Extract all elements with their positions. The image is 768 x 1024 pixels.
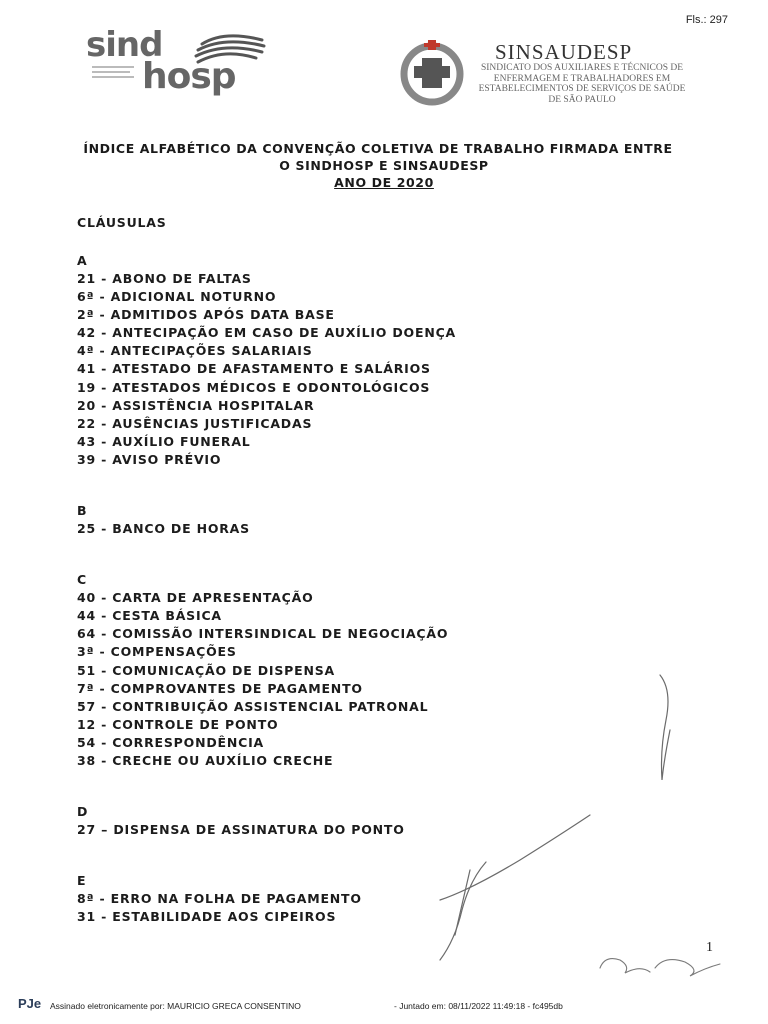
- clause-item: 64 - COMISSÃO INTERSINDICAL DE NEGOCIAÇÃO: [77, 626, 449, 642]
- clause-item: 42 - ANTECIPAÇÃO EM CASO DE AUXÍLIO DOENÇA: [77, 325, 457, 341]
- clause-item: 39 - AVISO PRÉVIO: [77, 451, 222, 467]
- clause-item: 31 - ESTABILIDADE AOS CIPEIROS: [77, 909, 337, 925]
- clause-item: 41 - ATESTADO DE AFASTAMENTO E SALÁRIOS: [77, 361, 431, 377]
- folio-number: Fls.: 297: [685, 14, 728, 26]
- sinsaudesp-subtitle-line: ESTABELECIMENTOS DE SERVIÇOS DE SAÚDE: [478, 84, 686, 94]
- clause-item: 43 - AUXÍLIO FUNERAL: [77, 433, 251, 449]
- clause-item: 27 – DISPENSA DE ASSINATURA DO PONTO: [77, 822, 405, 838]
- group-letter: D: [77, 804, 89, 820]
- clause-item: 38 - CRECHE OU AUXÍLIO CRECHE: [77, 752, 334, 768]
- signed-by-text: Assinado eletronicamente por: MAURICIO GRECA CONSENTINO: [50, 1001, 301, 1011]
- title-line-1: ÍNDICE ALFABÉTICO DA CONVENÇÃO COLETIVA DE TRABALHO FIRMADA ENTRE: [83, 141, 673, 156]
- sinsaudesp-subtitle-line: ENFERMAGEM E TRABALHADORES EM: [493, 73, 671, 84]
- clause-item: 6ª - ADICIONAL NOTURNO: [77, 289, 277, 305]
- page-number: 1: [706, 940, 713, 955]
- sinsaudesp-subtitle-line: DE SÃO PAULO: [548, 94, 616, 105]
- clause-item: 25 - BANCO DE HORAS: [77, 521, 250, 537]
- sindhosp-logo-text-top: sind: [86, 26, 163, 65]
- clause-item: 20 - ASSISTÊNCIA HOSPITALAR: [77, 397, 315, 413]
- title-line-2: O SINDHOSP E SINSAUDESP: [279, 158, 489, 173]
- group-letter: A: [77, 253, 88, 268]
- clause-item: 51 - COMUNICAÇÃO DE DISPENSA: [77, 662, 335, 678]
- clause-index: [77, 214, 456, 926]
- clause-item: 40 - CARTA DE APRESENTAÇÃO: [77, 590, 314, 606]
- sindhosp-logo-text-bottom: hosp: [142, 56, 236, 96]
- group-letter: C: [77, 572, 87, 588]
- document-title: [0, 140, 768, 191]
- sinsaudesp-subtitle: [462, 63, 702, 105]
- clause-item: 12 - CONTROLE DE PONTO: [77, 716, 279, 732]
- footer: [18, 998, 758, 1016]
- clause-item: 57 - CONTRIBUIÇÃO ASSISTENCIAL PATRONAL: [77, 698, 429, 714]
- clause-item: 7ª - COMPROVANTES DE PAGAMENTO: [77, 680, 363, 696]
- joined-date-text: - Juntado em: 08/11/2022 11:49:18 - fc495db: [394, 1001, 563, 1011]
- sindhosp-logo: [84, 26, 274, 96]
- clause-item: 19 - ATESTADOS MÉDICOS E ODONTOLÓGICOS: [77, 379, 431, 395]
- sinsaudesp-name: SINSAUDESP: [495, 40, 633, 64]
- section-heading: CLÁUSULAS: [77, 215, 167, 230]
- clause-item: 22 - AUSÊNCIAS JUSTIFICADAS: [77, 415, 313, 431]
- clause-item: 44 - CESTA BÁSICA: [77, 608, 222, 624]
- clause-item: 4ª - ANTECIPAÇÕES SALARIAIS: [77, 343, 313, 359]
- clause-item: 21 - ABONO DE FALTAS: [77, 271, 252, 286]
- clause-item: 8ª - ERRO NA FOLHA DE PAGAMENTO: [77, 891, 362, 907]
- group-letter: E: [77, 873, 87, 889]
- group-letter: B: [77, 503, 88, 519]
- pje-logo: PJe: [18, 996, 42, 1011]
- sinsaudesp-subtitle-line: SINDICATO DOS AUXILIARES E TÉCNICOS DE: [480, 63, 684, 73]
- clause-item: 54 - CORRESPONDÊNCIA: [77, 734, 265, 750]
- clause-item: 2ª - ADMITIDOS APÓS DATA BASE: [77, 307, 335, 323]
- clause-item: 3ª - COMPENSAÇÕES: [77, 644, 237, 660]
- title-year: ANO DE 2020: [334, 175, 434, 190]
